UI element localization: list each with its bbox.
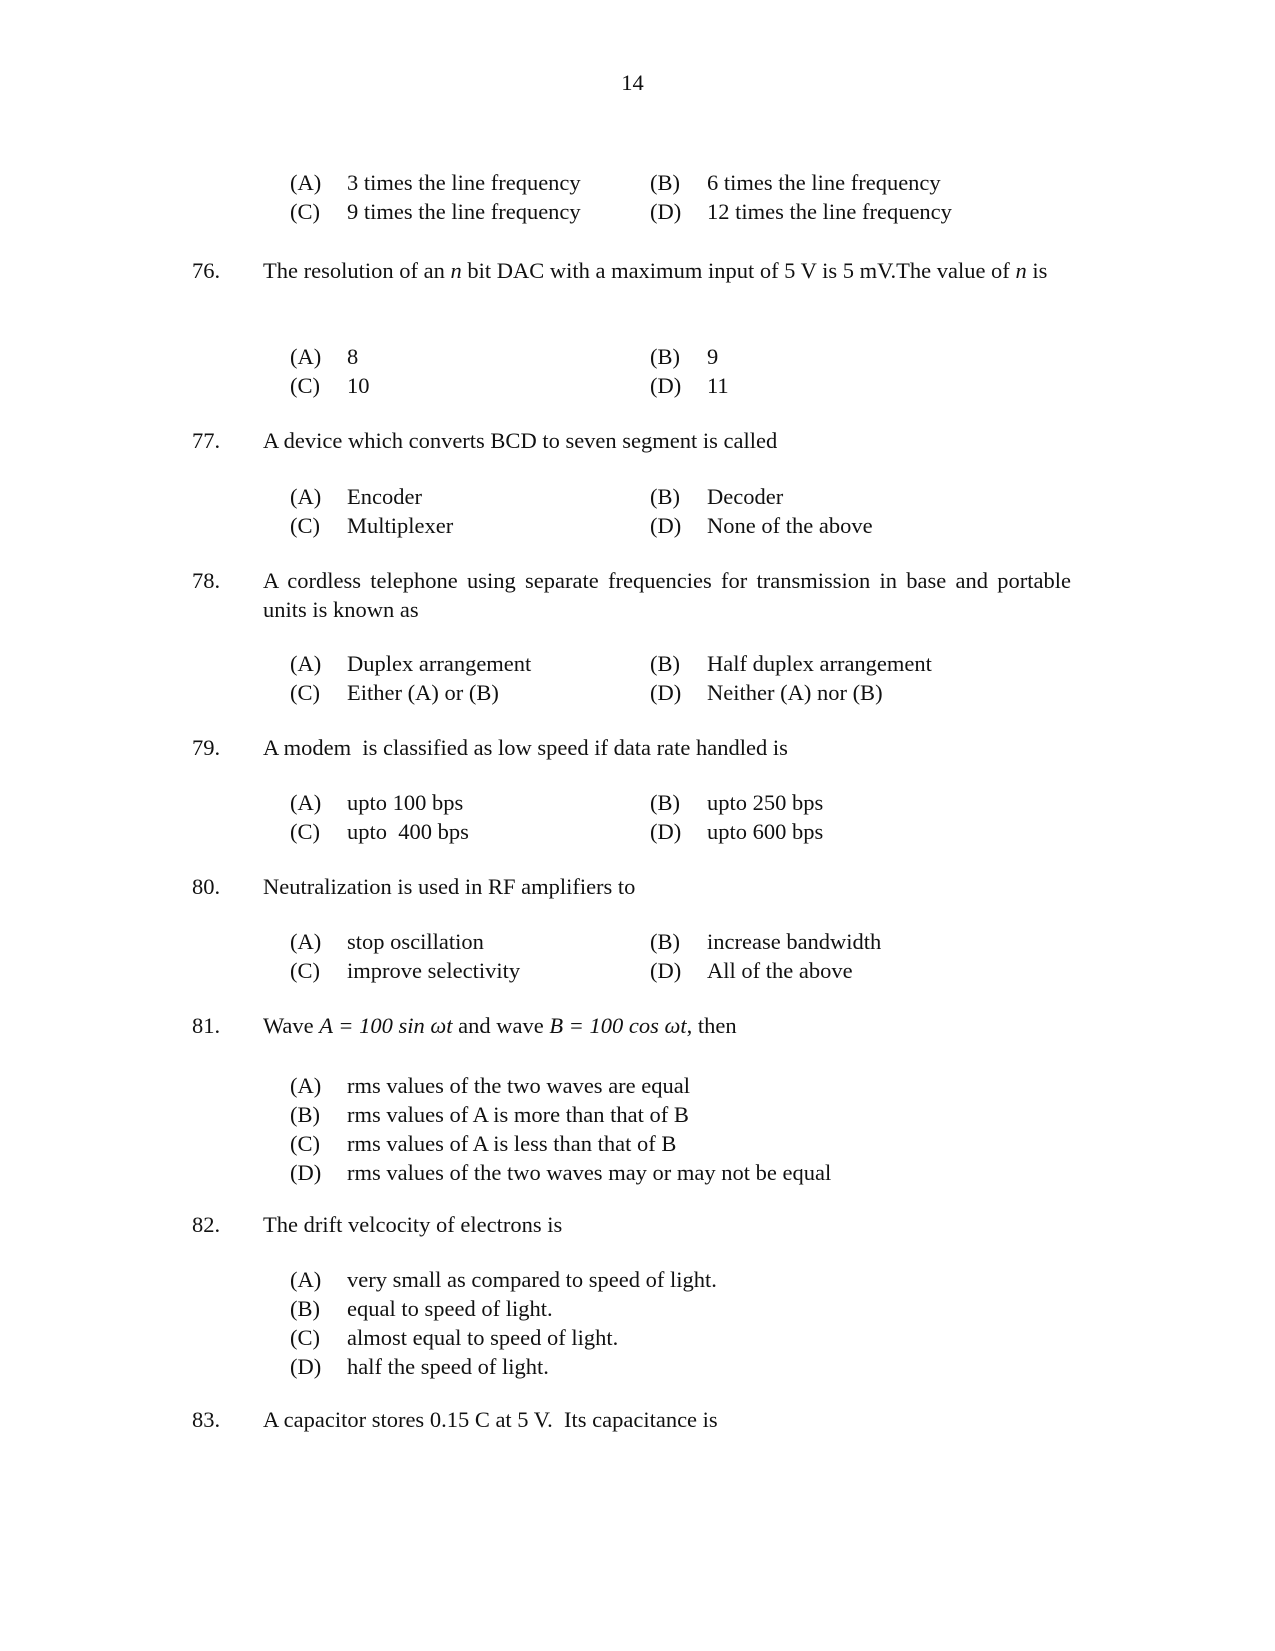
- option-text: Multiplexer: [347, 513, 454, 538]
- option-c: (C) 9 times the line frequency: [290, 199, 581, 224]
- equation-wave-b: B = 100 cos ωt: [549, 1013, 687, 1038]
- option-b: (B) Half duplex arrangement: [650, 651, 932, 676]
- question-options: [290, 482, 1010, 540]
- page-number: 14: [621, 70, 644, 95]
- option-text: stop oscillation: [347, 929, 484, 954]
- prev-question-options: [290, 168, 1010, 226]
- option-text: 9: [707, 344, 719, 369]
- option-text: Encoder: [347, 484, 422, 509]
- question-options: [290, 1265, 1050, 1381]
- question-text: The drift velcocity of electrons is: [263, 1212, 563, 1237]
- option-text: 11: [707, 373, 729, 398]
- option-row: [290, 511, 1010, 540]
- option-c: (C) Multiplexer: [290, 513, 454, 538]
- option-row: [290, 649, 1010, 678]
- option-text: All of the above: [707, 958, 853, 983]
- option-text: increase bandwidth: [707, 929, 882, 954]
- option-d: (D) 12 times the line frequency: [650, 199, 952, 224]
- question-options: [290, 788, 1010, 846]
- option-b: (B) equal to speed of light.: [290, 1296, 553, 1321]
- option-d: (D) Neither (A) nor (B): [650, 680, 883, 705]
- option-text: very small as compared to speed of light.: [347, 1267, 717, 1292]
- option-c: (C) almost equal to speed of light.: [290, 1325, 619, 1350]
- option-b: (B) upto 250 bps: [650, 790, 824, 815]
- question-number: 79.: [192, 735, 221, 760]
- question-number: 81.: [192, 1013, 221, 1038]
- option-text: 3 times the line frequency: [347, 170, 581, 195]
- option-a: (A) 8: [290, 344, 359, 369]
- option-text: 8: [347, 344, 359, 369]
- option-text: Decoder: [707, 484, 784, 509]
- variable-n: n: [1015, 258, 1027, 283]
- question-options: [290, 1071, 1050, 1187]
- option-row: [290, 956, 1010, 985]
- option-text: 12 times the line frequency: [707, 199, 952, 224]
- option-c: (C) rms values of A is less than that of B: [290, 1131, 677, 1156]
- question-text: A device which converts BCD to seven segment is called: [263, 428, 778, 453]
- option-text: rms values of the two waves may or may not be equal: [347, 1160, 832, 1185]
- option-a: (A) very small as compared to speed of light.: [290, 1267, 717, 1292]
- option-text: 10: [347, 373, 370, 398]
- option-a: (A) Duplex arrangement: [290, 651, 532, 676]
- option-b: (B) rms values of A is more than that of B: [290, 1102, 689, 1127]
- option-text: half the speed of light.: [347, 1354, 549, 1379]
- option-text: 6 times the line frequency: [707, 170, 941, 195]
- option-row: [290, 342, 1010, 371]
- question-options: [290, 649, 1010, 707]
- question-options: [290, 342, 1010, 400]
- option-b: (B) increase bandwidth: [650, 929, 882, 954]
- option-row: [290, 927, 1010, 956]
- question-text: A capacitor stores 0.15 C at 5 V. Its capacitance is: [263, 1407, 718, 1432]
- option-a: (A) Encoder: [290, 484, 422, 509]
- option-row: [290, 168, 1010, 197]
- option-c: (C) upto 400 bps: [290, 819, 469, 844]
- option-d: (D) upto 600 bps: [650, 819, 824, 844]
- option-d: (D) rms values of the two waves may or may not be equal: [290, 1160, 832, 1185]
- option-row: [290, 788, 1010, 817]
- option-text: rms values of A is more than that of B: [347, 1102, 689, 1127]
- option-a: (A) rms values of the two waves are equal: [290, 1073, 691, 1098]
- option-c: (C) 10: [290, 373, 370, 398]
- question-options: [290, 927, 1010, 985]
- question-text: A cordless telephone using separate frequencies for transmission in base and portable units is known as: [263, 568, 1071, 622]
- option-b: (B) 6 times the line frequency: [650, 170, 941, 195]
- question-number: 76.: [192, 258, 221, 283]
- option-text: Half duplex arrangement: [707, 651, 932, 676]
- question-number: 77.: [192, 428, 221, 453]
- option-text: rms values of A is less than that of B: [347, 1131, 677, 1156]
- option-row: [290, 678, 1010, 707]
- question-number: 80.: [192, 874, 221, 899]
- option-d: (D) half the speed of light.: [290, 1354, 549, 1379]
- option-text: Either (A) or (B): [347, 680, 499, 705]
- option-row: [290, 197, 1010, 226]
- option-d: (D) None of the above: [650, 513, 873, 538]
- option-text: upto 600 bps: [707, 819, 824, 844]
- option-text: equal to speed of light.: [347, 1296, 553, 1321]
- option-text: upto 100 bps: [347, 790, 464, 815]
- option-a: (A) upto 100 bps: [290, 790, 464, 815]
- option-text: upto 250 bps: [707, 790, 824, 815]
- option-text: upto 400 bps: [347, 819, 469, 844]
- option-c: (C) Either (A) or (B): [290, 680, 499, 705]
- variable-n: n: [450, 258, 462, 283]
- option-a: (A) stop oscillation: [290, 929, 484, 954]
- option-d: (D) 11: [650, 373, 729, 398]
- option-b: (B) Decoder: [650, 484, 784, 509]
- equation-wave-a: A = 100 sin ωt: [319, 1013, 453, 1038]
- option-text: 9 times the line frequency: [347, 199, 581, 224]
- option-row: [290, 817, 1010, 846]
- question-number: 78.: [192, 568, 221, 593]
- option-text: rms values of the two waves are equal: [347, 1073, 691, 1098]
- question-text: Wave A = 100 sin ωt and wave B = 100 cos ωt, then: [263, 1013, 737, 1038]
- option-text: Duplex arrangement: [347, 651, 532, 676]
- question-number: 83.: [192, 1407, 221, 1432]
- option-text: improve selectivity: [347, 958, 521, 983]
- option-text: almost equal to speed of light.: [347, 1325, 619, 1350]
- option-c: (C) improve selectivity: [290, 958, 521, 983]
- question-text: The resolution of an n bit DAC with a maximum input of 5 V is 5 mV.The value of n is: [263, 258, 1048, 283]
- option-row: [290, 371, 1010, 400]
- option-text: Neither (A) nor (B): [707, 680, 883, 705]
- option-b: (B) 9: [650, 344, 719, 369]
- question-text: A modem is classified as low speed if data rate handled is: [263, 735, 788, 760]
- question-text: Neutralization is used in RF amplifiers to: [263, 874, 636, 899]
- option-d: (D) All of the above: [650, 958, 853, 983]
- option-text: None of the above: [707, 513, 873, 538]
- question-number: 82.: [192, 1212, 221, 1237]
- option-row: [290, 482, 1010, 511]
- option-a: (A) 3 times the line frequency: [290, 170, 581, 195]
